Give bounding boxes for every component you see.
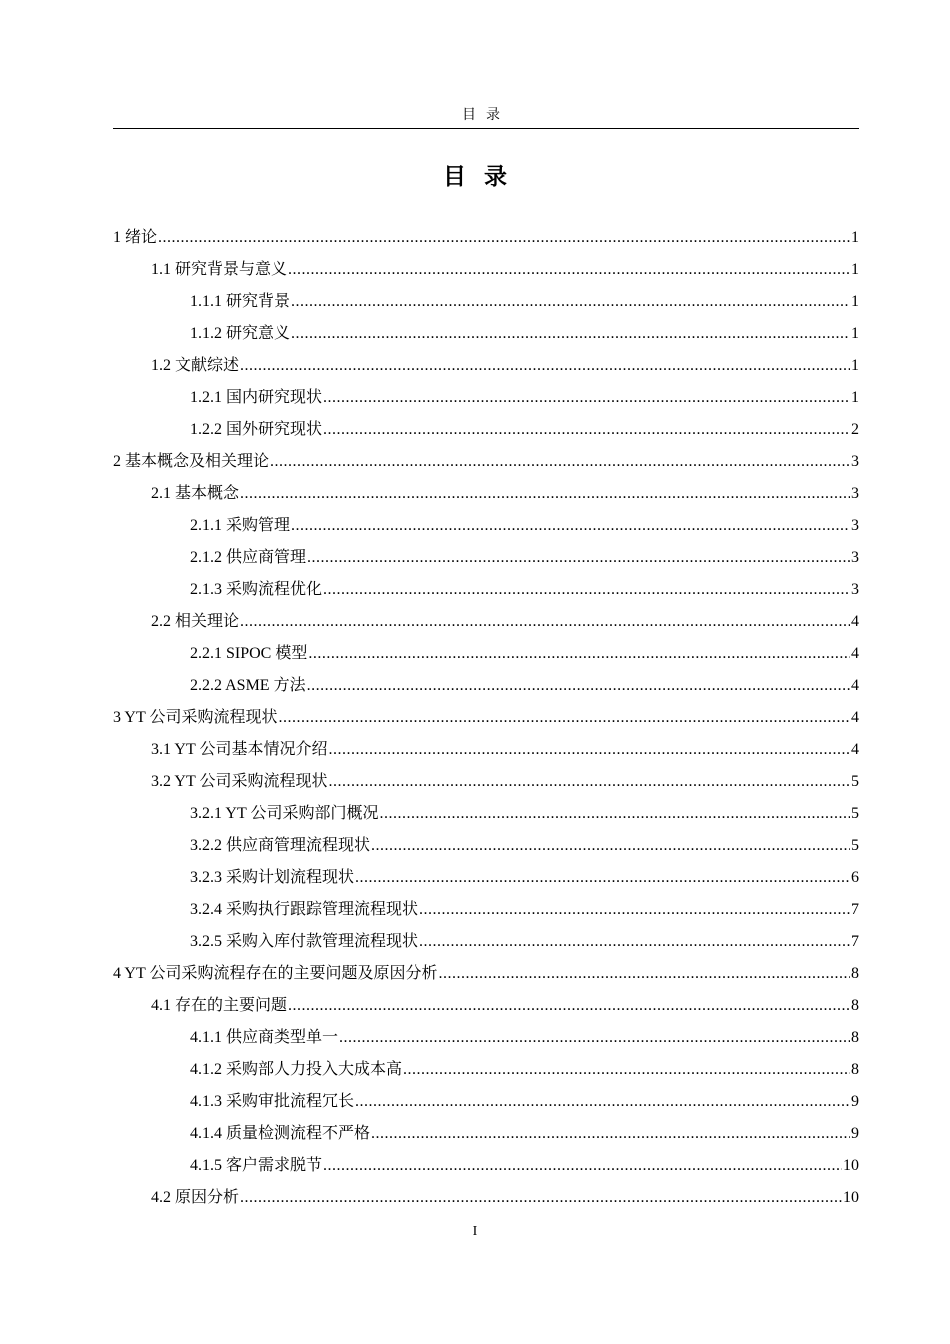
toc-entry-page: 6 — [851, 869, 859, 886]
toc-dot-leader — [240, 350, 850, 382]
toc-dot-leader — [438, 958, 850, 990]
toc-dot-leader — [288, 254, 850, 286]
toc-dot-leader — [419, 926, 850, 958]
toc-dot-leader — [403, 1054, 850, 1086]
toc-entry-title: 2.1 基本概念 — [151, 485, 240, 502]
toc-dot-leader — [307, 670, 850, 702]
toc-entry-title: 4.1.3 采购审批流程冗长 — [190, 1093, 355, 1110]
toc-entry-page: 5 — [851, 773, 859, 790]
toc-entry-title: 1.2.2 国外研究现状 — [190, 421, 323, 438]
toc-entry[interactable] — [113, 1022, 859, 1054]
toc-entry-page: 3 — [851, 549, 859, 566]
toc-entry-page: 8 — [851, 965, 859, 982]
toc-entry[interactable] — [113, 1118, 859, 1150]
toc-entry[interactable] — [113, 574, 859, 606]
toc-dot-leader — [355, 1086, 850, 1118]
toc-entry-title: 1.1.1 研究背景 — [190, 293, 291, 310]
toc-dot-leader — [339, 1022, 850, 1054]
toc-entry-title: 4.1.1 供应商类型单一 — [190, 1029, 339, 1046]
toc-entry-page: 10 — [843, 1157, 859, 1174]
toc-entry[interactable] — [113, 254, 859, 286]
toc-entry[interactable] — [113, 766, 859, 798]
toc-entry-title: 2.1.1 采购管理 — [190, 517, 291, 534]
toc-dot-leader — [158, 222, 850, 254]
toc-entry-page: 8 — [851, 1061, 859, 1078]
toc-entry[interactable] — [113, 478, 859, 510]
toc-dot-leader — [328, 734, 850, 766]
toc-entry-title: 3.2.1 YT 公司采购部门概况 — [190, 805, 379, 822]
toc-entry-page: 1 — [851, 325, 859, 342]
toc-entry-page: 4 — [851, 677, 859, 694]
toc-dot-leader — [323, 1150, 842, 1182]
toc-entry-page: 4 — [851, 709, 859, 726]
toc-entry-page: 2 — [851, 421, 859, 438]
toc-entry-title: 1.1 研究背景与意义 — [151, 261, 288, 278]
toc-entry[interactable] — [113, 958, 859, 990]
toc-entry[interactable] — [113, 926, 859, 958]
toc-entry-title: 1.1.2 研究意义 — [190, 325, 291, 342]
toc-entry[interactable] — [113, 798, 859, 830]
toc-entry-title: 3.2.3 采购计划流程现状 — [190, 869, 355, 886]
toc-entry-title: 4.1.5 客户需求脱节 — [190, 1157, 323, 1174]
toc-dot-leader — [270, 446, 850, 478]
toc-dot-leader — [307, 542, 850, 574]
toc-entry[interactable] — [113, 350, 859, 382]
toc-entry[interactable] — [113, 606, 859, 638]
toc-entry-page: 1 — [851, 389, 859, 406]
toc-entry-page: 8 — [851, 997, 859, 1014]
toc-entry[interactable] — [113, 638, 859, 670]
toc-entry-title: 2.1.3 采购流程优化 — [190, 581, 323, 598]
toc-entry-page: 4 — [851, 613, 859, 630]
toc-entry[interactable] — [113, 222, 859, 254]
toc-entry-page: 9 — [851, 1125, 859, 1142]
toc-entry[interactable] — [113, 1054, 859, 1086]
toc-entry-title: 3.2.5 采购入库付款管理流程现状 — [190, 933, 419, 950]
toc-entry-page: 5 — [851, 805, 859, 822]
toc-entry[interactable] — [113, 286, 859, 318]
toc-entry-title: 3 YT 公司采购流程现状 — [113, 709, 278, 726]
toc-entry[interactable] — [113, 830, 859, 862]
toc-entry[interactable] — [113, 862, 859, 894]
toc-entry-title: 2.2.1 SIPOC 模型 — [190, 645, 308, 662]
toc-entry-title: 2.2 相关理论 — [151, 613, 240, 630]
toc-entry-title: 2.2.2 ASME 方法 — [190, 677, 306, 694]
toc-entry[interactable] — [113, 1182, 859, 1214]
toc-dot-leader — [419, 894, 850, 926]
toc-entry-title: 4.1.4 质量检测流程不严格 — [190, 1125, 371, 1142]
toc-dot-leader — [379, 798, 850, 830]
toc-entry-title: 4.1 存在的主要问题 — [151, 997, 288, 1014]
toc-entry-page: 4 — [851, 645, 859, 662]
toc-entry-title: 3.2 YT 公司采购流程现状 — [151, 773, 328, 790]
toc-dot-leader — [288, 990, 850, 1022]
toc-entry[interactable] — [113, 510, 859, 542]
toc-entry-title: 2.1.2 供应商管理 — [190, 549, 307, 566]
toc-entry-page: 1 — [851, 357, 859, 374]
toc-dot-leader — [328, 766, 850, 798]
toc-entry-page: 1 — [851, 261, 859, 278]
toc-entry-page: 7 — [851, 901, 859, 918]
toc-entry-title: 4.2 原因分析 — [151, 1189, 240, 1206]
toc-dot-leader — [323, 382, 850, 414]
toc-dot-leader — [240, 606, 850, 638]
toc-entry[interactable] — [113, 670, 859, 702]
toc-entry-title: 3.2.4 采购执行跟踪管理流程现状 — [190, 901, 419, 918]
toc-entry[interactable] — [113, 542, 859, 574]
toc-dot-leader — [371, 1118, 850, 1150]
toc-dot-leader — [355, 862, 850, 894]
toc-entry[interactable] — [113, 734, 859, 766]
toc-entry-page: 3 — [851, 453, 859, 470]
toc-entry[interactable] — [113, 1086, 859, 1118]
toc-dot-leader — [291, 318, 850, 350]
toc-dot-leader — [278, 702, 850, 734]
toc-entry-page: 3 — [851, 485, 859, 502]
toc-dot-leader — [323, 414, 850, 446]
toc-entry-title: 1.2.1 国内研究现状 — [190, 389, 323, 406]
toc-list — [113, 222, 859, 1214]
toc-entry[interactable] — [113, 894, 859, 926]
toc-entry-title: 1.2 文献综述 — [151, 357, 240, 374]
toc-dot-leader — [291, 286, 850, 318]
toc-entry-page: 5 — [851, 837, 859, 854]
toc-title: 目录 — [443, 164, 525, 190]
toc-entry-page: 9 — [851, 1093, 859, 1110]
toc-dot-leader — [240, 1182, 842, 1214]
toc-entry-title: 4 YT 公司采购流程存在的主要问题及原因分析 — [113, 965, 438, 982]
toc-entry[interactable] — [113, 1150, 859, 1182]
toc-entry-title: 2 基本概念及相关理论 — [113, 453, 270, 470]
toc-entry-page: 1 — [851, 293, 859, 310]
toc-entry-page: 1 — [851, 229, 859, 246]
toc-entry[interactable] — [113, 414, 859, 446]
toc-entry-page: 4 — [851, 741, 859, 758]
page-number: I — [472, 1224, 478, 1239]
toc-entry-title: 3.1 YT 公司基本情况介绍 — [151, 741, 328, 758]
toc-entry[interactable] — [113, 318, 859, 350]
running-header-title: 目录 — [462, 108, 510, 123]
toc-dot-leader — [323, 574, 850, 606]
toc-entry[interactable] — [113, 382, 859, 414]
toc-entry-page: 8 — [851, 1029, 859, 1046]
toc-dot-leader — [308, 638, 850, 670]
toc-entry-page: 10 — [843, 1189, 859, 1206]
toc-entry[interactable] — [113, 446, 859, 478]
running-header — [113, 106, 859, 129]
toc-entry[interactable] — [113, 702, 859, 734]
toc-dot-leader — [240, 478, 850, 510]
toc-entry-page: 7 — [851, 933, 859, 950]
toc-dot-leader — [371, 830, 850, 862]
toc-dot-leader — [291, 510, 850, 542]
toc-entry-page: 3 — [851, 517, 859, 534]
toc-entry-title: 1 绪论 — [113, 229, 158, 246]
toc-entry[interactable] — [113, 990, 859, 1022]
toc-entry-title: 4.1.2 采购部人力投入大成本高 — [190, 1061, 403, 1078]
toc-entry-title: 3.2.2 供应商管理流程现状 — [190, 837, 371, 854]
toc-entry-page: 3 — [851, 581, 859, 598]
